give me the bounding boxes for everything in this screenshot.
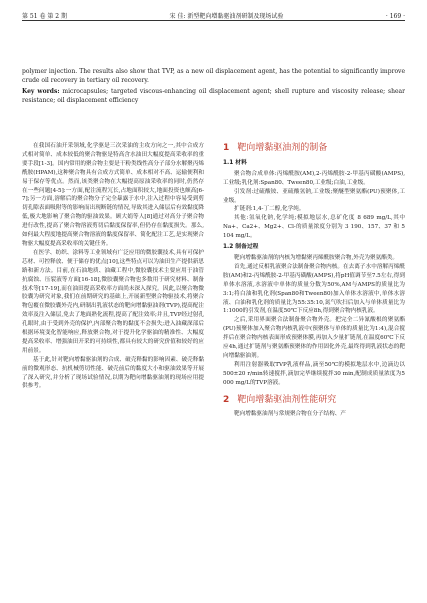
keywords-text: microcapsules; targeted viscous-enhancing oil displacement agent; shell rupture and viscosity release; shear resistance; oil displacement efficiency — [22, 88, 405, 104]
intro-paragraph-1: 在我国石油开采领域,化学驱是三次采油的主攻方向之一,其中合成方式相对简单、成本较低的聚合物驱是特高含水油田大幅度提高采收率的重要手段[1-3]。国内常用的聚合物主要是干粉类线性高分子部分水解聚丙烯酰胺(HPAM),这种聚合物具有合成方式简单、成本相对不高、运输便利和易于保存等优点。然而,该类聚合物在大幅提高原油采收率的同时,仍然存在一些问题[4-5]:一方面,配注流程冗长,占地面积较大,地面投资也颇高[6-7];另一方面,溶解后的聚合物分子完全暴露于水中,注入过程中容易受到剪切孔隙表面吸附等的影响而出现断链的情况,导致其进入储层后有效黏度降低,极大地影响了聚合物的驱油效果。顾大娟等人[8]通过对高分子聚合物进行改性,提高了聚合物溶液剪切后黏度保留率,但仍存在黏度损失。那么,如何最大程度地提高聚合物溶液的黏度保留率、简化配注工艺,是实现聚合物驱大幅度提高采收率的关键任务。 — [22, 143, 204, 247]
page-number: · 169 · — [385, 13, 405, 20]
preparation-paragraph-3: 之后,采用界面聚合法制备聚合物外壳。把完全二异氰酸根的聚氨酯(PU)预聚体加入聚合物内核乳液中(预聚体与单体的质量比为1:4),混合搅拌后在聚合物内核表面形成预聚体膜,再加入少量扩链剂,在温度60℃下反应4h,通过扩链剂与聚氨酯预聚体的作用固化外壳,最终得到乳液状态的靶向增黏驱油剂。 — [223, 317, 405, 359]
preparation-paragraph-2: 首先,通过反相乳液聚合法制备聚合物内核。在去离子水中溶解丙烯酰胺(AM)和2-丙烯酰胺-2-甲基丙磺酸(AMPS),将pH值调节至7.5左右,得到单体水溶液,水溶液中单体的质量分数为50%,AM与AMPS的质量比为3:1;将白油和乳化剂(Span80和Tween80)加入单体水溶液中,单体水溶液、白油和乳化剂的质量比为55:35:10,氮气吹扫后加入与单体质量比为1:1000的引发剂,在温度50℃下反应8h,得到聚合物内核乳液。 — [223, 263, 405, 315]
keywords-label: Key words: — [22, 88, 60, 95]
materials-paragraph-2: 引发剂:过硫酸铵、亚硫酸氢钠,工业级;聚醚型聚氨酯(PU)预聚体,工业级。 — [223, 188, 405, 204]
preparation-paragraph-1: 靶向增黏驱油剂的内核为增黏聚丙烯酰胺聚合物,外壳为聚氨酯类。 — [234, 254, 398, 261]
section-2-heading — [223, 396, 405, 405]
page-header — [22, 6, 405, 20]
preparation-paragraph-4: 利用注射器吸取TVP乳液样品,滴至50℃的模拟地层水中,边滴边以500±20 r/min转速搅拌,滴加完毕继续搅拌30 min,配制成质量浓度为5 000 mg/L的TVP溶液。 — [223, 361, 405, 386]
subsection-1-1: 1.1 材料 — [223, 159, 247, 166]
materials-paragraph-3: 扩链剂:1,4-丁二醇,化学纯。 — [234, 206, 305, 213]
running-title: 宋 佳: 新型靶向增黏驱油剂研制及现场试验 — [169, 13, 284, 20]
materials-paragraph-1: 聚合物合成单体:丙烯酰胺(AM),2-丙烯酰胺-2-甲基丙磺酸(AMPS),工业级;乳化剂:Span80、Tween80,工业级;白油,工业级。 — [223, 170, 405, 186]
intro-paragraph-2: 在医学、纺织、涂料等工业领域有广泛应用的微胶囊技术,具有可保护芯材、可控释放、便于储存的优点[10],这些特点可以为油田生产提供新思路和新方法。目前,在石油地质、油藏工程中,微胶囊技术主要应用于油管抗腐蚀、压裂液等方面[16-18],微胶囊聚合物也多数用于研究材料、制备技术等[17-19],而在油田提高采收率方面尚未深入探究。因此,以聚合物微胶囊为研究对象,我们在前期研究的基础上,开展新型聚合物驱技术,将聚合物包覆在微胶囊外壳内,研制出乳液状态的靶向增黏驱油剂(TVP),提高配注效率及注入储层,免去了地面熟化流程,提高了配注效率;并且,TVP经过射孔孔眼时,由于受到外壳的保护,内部聚合物的黏度不会损失;进入油藏深部后根据环境变化智能响应,释放聚合物,对于提升化学驱油的精准性、大幅度提高采收率、增强油田开采的可持续性,都具有较大的研究价值和较好的应用前景。 — [22, 249, 204, 354]
journal-issue: 第 51 卷 第 2 期 — [22, 13, 67, 20]
section-1-number: 1 — [223, 143, 230, 153]
abstract-english-tail: polymer injection. The results also show that TVP, as a new oil displacement agent, has the potential to significantly improve crude oil recovery in tertiary oil recovery. — [22, 68, 405, 84]
header-rule — [22, 20, 405, 21]
intro-paragraph-3: 基于此,针对靶向增黏驱油剂的合成、破壳释黏的影响因素、破壳释黏前的微观形态、抗机械剪切性能、破壳前后的黏度大小和驱油效果等开展了深入研究,并分析了现场试验情况,以期为靶向增黏驱油剂的现场应用提供参考。 — [22, 356, 204, 390]
materials-paragraph-4: 其他:氢氧化钠,化学纯;模拟地层水,总矿化度 8 689 mg/L,其中 Na+、Ca2+、Mg2+、Cl-的质量浓度分别为 3 190、157、37 和 5 104 mg/L。 — [223, 215, 405, 240]
keywords — [22, 88, 405, 105]
section-1-heading — [223, 144, 405, 153]
subsection-1-2: 1.2 制备过程 — [223, 244, 259, 251]
section-2-title: 靶向增黏驱油剂性能研究 — [237, 394, 337, 405]
right-column — [223, 142, 405, 419]
section-1-title: 靶向增黏驱油剂的制备 — [237, 143, 328, 153]
left-column — [22, 142, 204, 391]
section-2-number: 2 — [223, 394, 230, 405]
section-2-paragraph-1: 靶向增黏驱油剂与常规聚合物在分子结构、产 — [234, 411, 346, 418]
